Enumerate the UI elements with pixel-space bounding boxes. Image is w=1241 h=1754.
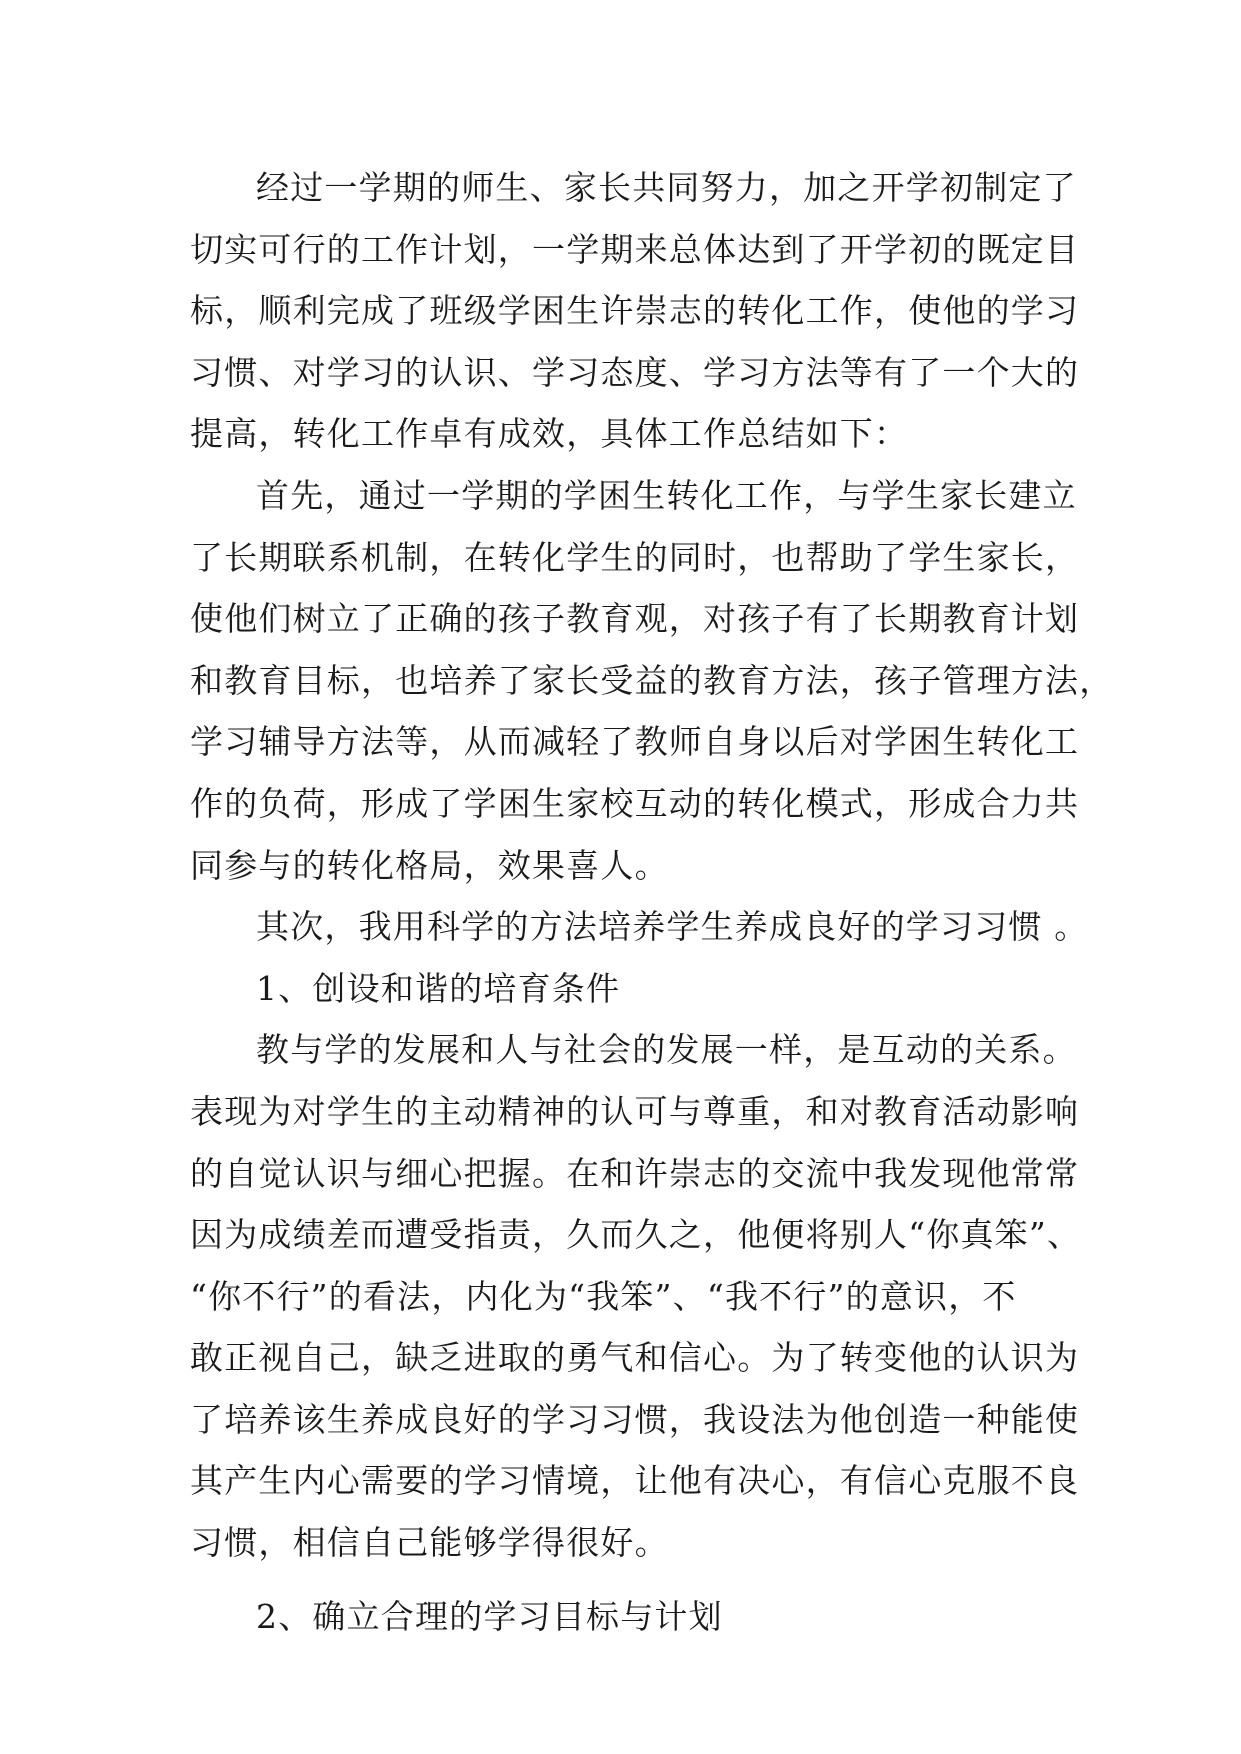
text-line: 习惯、对学习的认识、学习态度、学习方法等有了一个大的 [190,352,1080,392]
text-line: 其产生内心需要的学习情境，让他有决心，有信心克服不良 [190,1461,1080,1501]
text-line: 其次，我用科学的方法培养学生养成良好的学习习惯 。 [256,907,1089,947]
paragraph-parent-contact [190,465,1114,896]
text-line: 切实可行的工作计划，一学期来总体达到了开学初的既定目 [190,229,1080,269]
text-line: 提高，转化工作卓有成效，具体工作总结如下： [190,414,909,454]
text-line: 标，顺利完成了班级学困生许崇志的转化工作，使他的学习 [190,291,1080,331]
section-heading-1 [190,958,1060,1020]
text-line: 学习辅导方法等，从而减轻了教师自身以后对学困生转化工 [190,722,1080,762]
document-body [190,157,1114,1647]
text-line: 首先，通过一学期的学困生转化工作，与学生家长建立 [256,475,1077,515]
text-line: 和教育目标，也培养了家长受益的教育方法，孩子管理方法， [190,660,1114,700]
paragraph-harmonious-conditions [190,1019,1082,1573]
text-line: 了长期联系机制，在转化学生的同时，也帮助了学生家长， [190,537,1080,577]
paragraph-summary-intro [190,157,1080,465]
text-line: 习惯，相信自己能够学得很好。 [190,1523,669,1563]
section-heading-2 [190,1586,1060,1648]
text-line: 表现为对学生的主动精神的认可与尊重，和对教育活动影响 [190,1091,1080,1131]
text-line: 的自觉认识与细心把握。在和许崇志的交流中我发现他常常 [190,1153,1080,1193]
text-line: 2、确立合理的学习目标与计划 [256,1596,723,1636]
text-line: 1、创设和谐的培育条件 [256,968,621,1008]
paragraph-study-habits [190,896,1089,958]
text-line: 教与学的发展和人与社会的发展一样，是互动的关系。 [256,1030,1077,1070]
text-line: 同参与的转化格局，效果喜人。 [190,845,669,885]
text-line: 经过一学期的师生、家长共同努力，加之开学初制定了 [256,168,1077,207]
text-line: 因为成绩差而遭受指责，久而久之，他便将别人“你真笨”、 [190,1215,1082,1255]
text-line: 敢正视自己，缺乏进取的勇气和信心。为了转变他的认识为 [190,1338,1080,1378]
text-line: 了培养该生养成良好的学习习惯，我设法为他创造一种能使 [190,1399,1080,1439]
text-line: “你不行”的看法，内化为“我笨”、“我不行”的意识，不 [190,1276,1017,1316]
text-line: 作的负荷，形成了学困生家校互动的转化模式，形成合力共 [190,783,1080,823]
text-line: 使他们树立了正确的孩子教育观，对孩子有了长期教育计划 [190,599,1080,639]
